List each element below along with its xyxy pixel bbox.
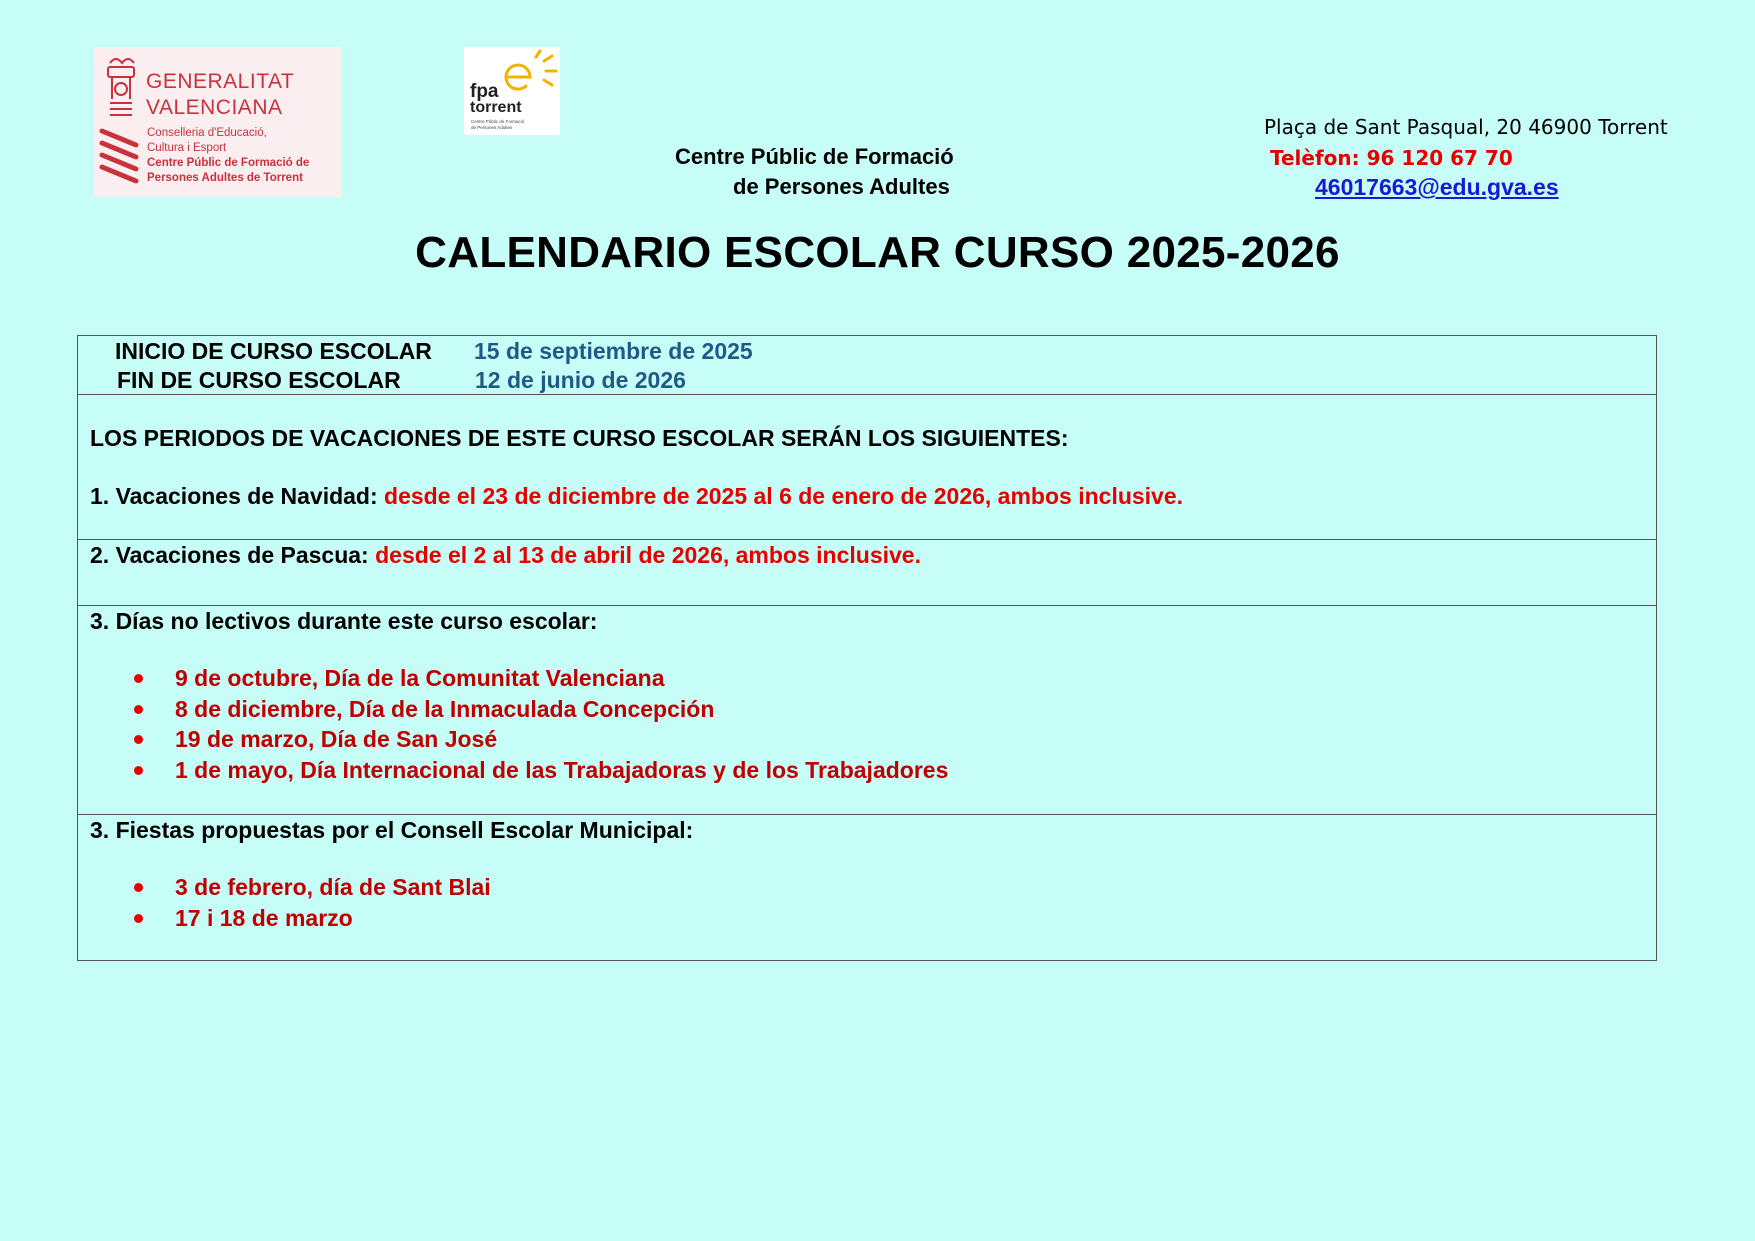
easter-line	[90, 542, 921, 569]
bullet-icon	[134, 766, 143, 775]
course-dates-row	[78, 336, 1656, 395]
bullet-icon	[134, 883, 143, 892]
non-teaching-heading: 3. Días no lectivos durante este curso escolar:	[90, 608, 598, 634]
easter-dates: desde el 2 al 13 de abril de 2026, ambos inclusive.	[375, 542, 921, 568]
vacations-intro-row	[78, 394, 1656, 540]
sun-e-icon	[498, 49, 558, 99]
gva-logo-line2: VALENCIANA	[146, 96, 283, 119]
list-item: 19 de marzo, Día de San José	[134, 724, 948, 755]
easter-label: 2. Vacaciones de Pascua:	[90, 542, 376, 568]
gva-logo-line6: Persones Adultes de Torrent	[147, 172, 303, 184]
page-title: CALENDARIO ESCOLAR CURSO 2025-2026	[415, 228, 1340, 277]
course-start-label: INICIO DE CURSO ESCOLAR	[115, 338, 432, 364]
list-item: 8 de diciembre, Día de la Inmaculada Concepción	[134, 694, 948, 725]
course-end-label: FIN DE CURSO ESCOLAR	[117, 367, 401, 393]
fpa-logo-line1: fpa	[470, 81, 499, 102]
local-holidays-list	[134, 872, 491, 933]
gva-logo-line4: Cultura i Esport	[147, 142, 227, 154]
gva-logo-line1: GENERALITAT	[146, 70, 295, 93]
bullet-icon	[134, 914, 143, 923]
gva-logo-line5: Centre Públic de Formació de	[147, 157, 310, 169]
course-end-value: 12 de junio de 2026	[475, 367, 686, 393]
email-link[interactable]: 46017663@edu.gva.es	[1315, 174, 1559, 200]
bullet-icon	[134, 705, 143, 714]
course-start-value: 15 de septiembre de 2025	[474, 338, 753, 364]
non-teaching-row	[78, 605, 1656, 815]
centre-name-line1: Centre Públic de Formació	[675, 144, 954, 169]
list-item: 9 de octubre, Día de la Comunitat Valenciana	[134, 663, 948, 694]
calendar-table	[77, 335, 1657, 961]
fpa-torrent-logo	[464, 47, 560, 135]
fpa-logo-line4: de Persones Adultes	[471, 125, 513, 130]
address: Plaça de Sant Pasqual, 20 46900 Torrent	[1264, 115, 1668, 139]
non-teaching-list	[134, 663, 948, 785]
phone: Telèfon: 96 120 67 70	[1270, 146, 1513, 170]
local-holidays-row	[78, 814, 1656, 960]
centre-name-line2: de Persones Adultes	[733, 174, 950, 199]
bullet-icon	[134, 735, 143, 744]
list-item: 17 i 18 de marzo	[134, 903, 491, 934]
fpa-logo-line2: torrent	[470, 99, 522, 116]
fpa-logo-line3: Centre Públic de Formació	[471, 119, 525, 124]
christmas-row	[90, 483, 1183, 510]
local-holidays-heading: 3. Fiestas propuestas por el Consell Escolar Municipal:	[90, 817, 694, 843]
valencia-crest-icon	[96, 53, 146, 193]
bullet-icon	[134, 674, 143, 683]
gva-logo-line3: Conselleria d'Educació,	[147, 127, 267, 139]
list-item: 1 de mayo, Día Internacional de las Trabajadoras y de los Trabajadores	[134, 755, 948, 786]
list-item: 3 de febrero, día de Sant Blai	[134, 872, 491, 903]
vacations-intro: LOS PERIODOS DE VACACIONES DE ESTE CURSO ESCOLAR SERÁN LOS SIGUIENTES:	[90, 425, 1069, 451]
christmas-dates: desde el 23 de diciembre de 2025 al 6 de enero de 2026, ambos inclusive.	[384, 483, 1184, 509]
generalitat-valenciana-logo	[94, 47, 341, 197]
christmas-label: 1. Vacaciones de Navidad:	[90, 483, 385, 509]
easter-row	[78, 539, 1656, 606]
